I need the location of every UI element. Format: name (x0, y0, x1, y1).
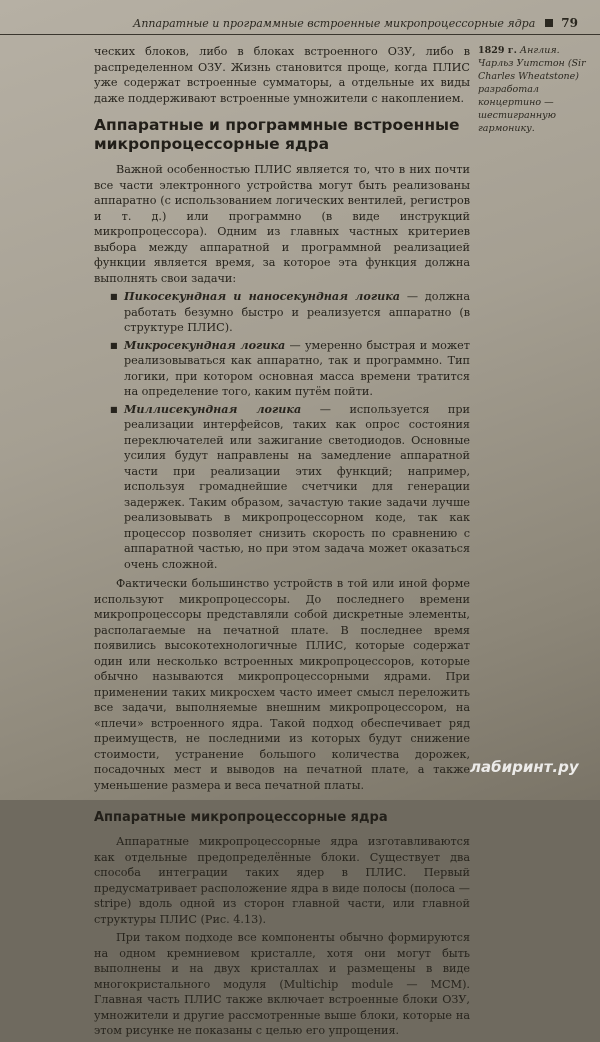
list-item-text: — используется при реализации интерфейсов, таких как опрос состояния переключателей или зажигание светодиодов. Основные усилия будут направлены на замедление аппаратной части при реализации этих функций; например, используя громаднейшие счетчики для генерации задержек. Таким образом, зачастую такие задачи лучше реализовывать в микропроцессорном коде, так как процессор позволяет снизить скорость по сравнению с аппаратной частью, но при этом задача может оказаться очень сложной. (124, 402, 470, 571)
watermark: лабиринт.ру (470, 758, 579, 776)
section-heading-1: Аппаратные и программные встроенные микропроцессорные ядра (94, 116, 460, 153)
list-item-term: Пикосекундная и наносекундная логика (124, 289, 401, 303)
section2-paragraph-2: При таком подходе все компоненты обычно формируются на одном кремниевом кристалле, хотя они могут быть выполнены и на двух кристаллах и размещены в виде многокристального модуля (Multichip module — MCM). Главная часть ПЛИС также включает встроенные блоки ОЗУ, умножители и другие рассмотренные выше блоки, которые на этом рисунке не показаны с целью его упрощения. (94, 931, 470, 1037)
section1-paragraph-2: Фактически большинство устройств в той или иной форме используют микропроцессоры. До последнего времени микропроцессоры представляли собой дискретные элементы, располагаемые на печатной плате. В последнее время появились высокотехнологичные ПЛИС, которые содержат один или несколько встроенных микропроцессоров, которые обычно называются микропроцессорными ядрами. При применении таких микросхем часто имеет смысл переложить все задачи, выполняемые внешним микропроцессором, на «плечи» встроенного ядра. Такой подход обеспечивает ряд преимуществ, не последними из которых будут снижение стоимости, устранение большого количества дорожек, посадочных мест и выводов на печатной плате, а также уменьшение размера и веса печатной платы. (94, 577, 470, 792)
margin-note-year: 1829 г. (478, 45, 517, 56)
page-number: 79 (561, 16, 578, 30)
section1-paragraph-1: Важной особенностью ПЛИС является то, что в них почти все части электронного устройства могут быть реализованы аппаратно (с использованием логических вентилей, регистров и т. д.) или программно (в виде инструкций микропроцессора). Одним из главных частных критериев выбора между аппаратной и программной реализацией функции является время, за которое эта функция должна выполнять свои задачи: (94, 163, 470, 285)
list-item (124, 402, 470, 573)
list-item-term: Миллисекундная логика (124, 401, 302, 416)
list-item-text: — должна работать безумно быстро и реализуется аппаратно (в структуре ПЛИС). (124, 290, 470, 334)
section2-paragraph-1: Аппаратные микропроцессорные ядра изготавливаются как отдельные предопределённые блоки. Существует два способа интеграции таких ядер в ПЛИС. Первый предусматривает расположение ядра в виде полосы (полоса — stripe) вдоль одной из сторон главной части, или главной структуры ПЛИС (Рис. 4.13). (94, 835, 470, 926)
header-square-icon (545, 19, 553, 27)
list-item-text: — умеренно быстрая и может реализовываться как аппаратно, так и программно. Тип логики, при котором основная масса времени тратится на определение того, каким путём пойти. (124, 338, 470, 398)
running-header (0, 12, 600, 35)
list-item (124, 338, 470, 400)
logic-types-list (94, 289, 470, 572)
margin-note-text: Англия. Чарльз Уитстон (Sir Charles Wheatstone) разработал концертино — шестигранную гармонику. (478, 45, 586, 134)
section-heading-2: Аппаратные микропроцессорные ядра (94, 810, 388, 825)
list-item (124, 289, 470, 336)
list-item-term: Микросекундная логика (124, 337, 286, 352)
intro-paragraph: ческих блоков, либо в блоках встроенного ОЗУ, либо в распределенном ОЗУ. Жизнь становится проще, когда ПЛИС уже содержат встроенные сумматоры, а отдельные их виды даже поддерживают встроенные умножители с накоплением. (94, 45, 470, 105)
running-header-title: Аппаратные и программные встроенные микропроцессорные ядра (133, 16, 536, 30)
margin-note (478, 44, 593, 135)
main-text (94, 44, 470, 1042)
